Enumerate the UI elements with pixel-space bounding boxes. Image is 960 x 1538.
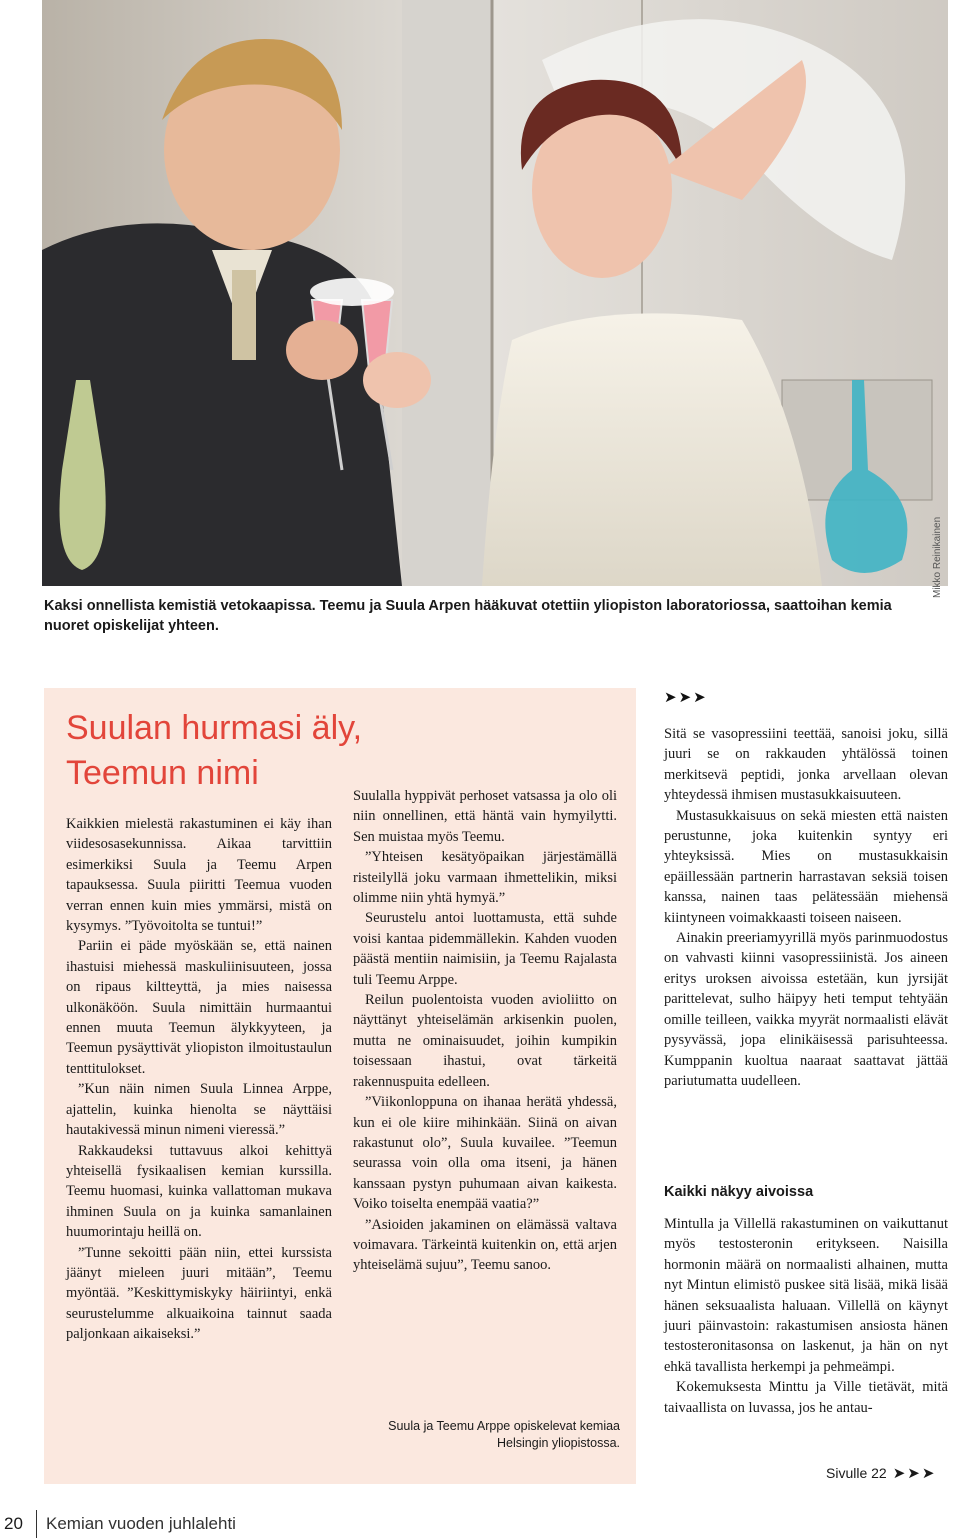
paragraph: Sitä se vasopressiini teettää, sanoisi joku, sillä juuri se on rakkauden yhtälössä toinen merkitsevä peptidi, jonka arvellaan olevan yhteydessä ihmisen mustasukkaisuuteen. — [664, 726, 948, 804]
paragraph: Rakkaudeksi tuttavuus alkoi kehittyä yhteisellä fysikaalisen kemian kurssilla. Teemu huomasi, kuinka vallattoman mukava ihminen Suula on ja kuinka samanlainen huumorintaju heillä on. — [66, 1142, 332, 1241]
article-column-1 — [66, 814, 332, 1345]
paragraph: Seurustelu antoi luottamusta, että suhde voisi kantaa pidemmällekin. Kahden vuoden päästä mentiin naimisiin, ja Teemu Rajalasta tuli Teemu Arppe. — [353, 910, 617, 988]
continue-arrows-icon: ➤➤➤ — [892, 1464, 937, 1482]
paragraph: Kaikkien mielestä rakastuminen ei käy ihan viidesosasekunnissa. Aikaa tarvittiin esimerkiksi Suula ja Teemu Arpen tapauksessa. Suula piiritti Teemua vuoden verran ennen kuin mies ymmärsi, mistä on kysymys. ”Työvoitolta se tuntui!” — [66, 816, 332, 935]
paragraph: Reilun puolentoista vuoden avioliitto on näyttänyt yhteiselämän arkisenkin puolen, mutta ne ominaisuudet, joihin kumpikin toisessaan ihastui, ovat tärkeitä rakennuspuita edelleen. — [353, 992, 617, 1090]
sidebar-column — [664, 724, 948, 1091]
paragraph: Ainakin preeriamyyrillä myös parinmuodostus on vahvasti kiinni vasopressiinistä. Jos aineen eritys uroksen aivoissa estetään, kun jyrsijät parittelevat, sulho häipyy heti temput tehtyään omille teilleen, vaikka myyrät normaalisti elävät pysyvässä, jopa elinikäisessä parisuhteessa. Kumppanin kuoltua naaraat saattavat jättää pariutumatta uudelleen. — [664, 930, 948, 1089]
paragraph: Pariin ei päde myöskään se, että nainen ihastuisi miehessä maskuliinisuuteen, jossa on ripaus kiltteyttä, ja mies naisessa ulkonäköön. Suula nimittäin hurmaantui ennen muuta Teemun älykkyyteen, ja Teemun pysäyttivät yliopiston ilmoitustaulun tenttitulokset. — [66, 938, 332, 1077]
footer-divider — [36, 1510, 37, 1538]
wedding-photo — [42, 0, 948, 586]
photo-illustration — [42, 0, 948, 586]
paragraph: Kokemuksesta Minttu ja Ville tietävät, mitä taivaallista on luvassa, jos he antau- — [664, 1379, 948, 1416]
page-footer — [0, 1506, 960, 1536]
inset-caption — [350, 1418, 620, 1452]
headline-line-2: Teemun nimi — [66, 754, 259, 792]
article-headline — [66, 706, 446, 796]
sidebar-subheading: Kaikki näkyy aivoissa — [664, 1184, 814, 1200]
inset-caption-line-2: Helsingin yliopistossa. — [497, 1436, 620, 1450]
article-column-2 — [353, 786, 617, 1276]
paragraph: ”Viikonloppuna on ihanaa herätä yhdessä, kun ei ole kiire mihinkään. Siinä on aivan rakastunut olo”, Suula kuvailee. ”Teemun seurassa voin olla oma itseni, ja hänen kanssaan pystyn puhumaan aivan kaikesta. Voiko toiselta enempää vaatia?” — [353, 1094, 617, 1213]
photo-credit: Mikko Reinikainen — [932, 516, 943, 598]
paragraph: Mintulla ja Villellä rakastuminen on vaikuttanut myös testosteronin eritykseen. Naisilla hormonin määrä on normaalisti alhainen, mutta nyt Mintun elimistö puskee sitä lisää, mikä lisää hänen seksuaalista haluaan. Villellä on käynyt juuri päinvastoin: rakastumisen ansiosta hänen testosteronitasonsa on laskenut, ja hän on nyt ehkä tavallista herkempi ja pehmeämpi. — [664, 1216, 948, 1375]
paragraph: Mustasukkaisuus on sekä miesten että naisten perustunne, joka kuitenkin syntyy eri yhteyksissä. Mies on mustasukkaisin epäillessään partnerin harrastavan seksiä toisen kanssa, nainen taas pelätessään miehensä kiintyneen voimakkaasti toiseen naiseen. — [664, 807, 948, 926]
paragraph: ”Yhteisen kesätyöpaikan järjestämällä risteilyllä joku varmaan ihmettelikin, miksi olimme niin yhtä hymyä.” — [353, 849, 617, 907]
paragraph: ”Kun näin nimen Suula Linnea Arppe, ajattelin, kuinka hienolta se näyttäisi hautakivessä minun nimeni vieressä.” — [66, 1081, 332, 1139]
publication-name: Kemian vuoden juhlalehti — [46, 1514, 236, 1533]
continued-arrows-icon: ➤➤➤ — [664, 688, 708, 706]
page-number: 20 — [4, 1514, 23, 1533]
continue-link[interactable] — [826, 1464, 936, 1482]
inset-caption-line-1: Suula ja Teemu Arppe opiskelevat kemiaa — [388, 1419, 620, 1433]
paragraph: ”Asioiden jakaminen on elämässä valtava voimavara. Tärkeintä kuitenkin on, että arjen yhteiselämä sujuu”, Teemu sanoo. — [353, 1216, 617, 1274]
headline-line-1: Suulan hurmasi äly, — [66, 709, 363, 747]
continue-label: Sivulle 22 — [826, 1465, 887, 1481]
sidebar-column-lower — [664, 1214, 948, 1418]
paragraph: ”Tunne sekoitti pään niin, ettei kurssista jäänyt mieleen juuri mitään”, Teemu myöntää. ”Keskittymiskyky häiriintyi, enkä seurustelumme alkuaikoina tainnut saada paljonkaan aikaiseksi.” — [66, 1244, 332, 1343]
paragraph: Suulalla hyppivät perhoset vatsassa ja olo oli niin onnellinen, että häntä vain hymyilytti. Sen muistaa myös Teemu. — [353, 788, 617, 845]
photo-caption: Kaksi onnellista kemistiä vetokaapissa. Teemu ja Suula Arpen hääkuvat otettiin yliopiston laboratoriossa, saattoihan kemia nuoret opiskelijat yhteen. — [44, 598, 892, 634]
